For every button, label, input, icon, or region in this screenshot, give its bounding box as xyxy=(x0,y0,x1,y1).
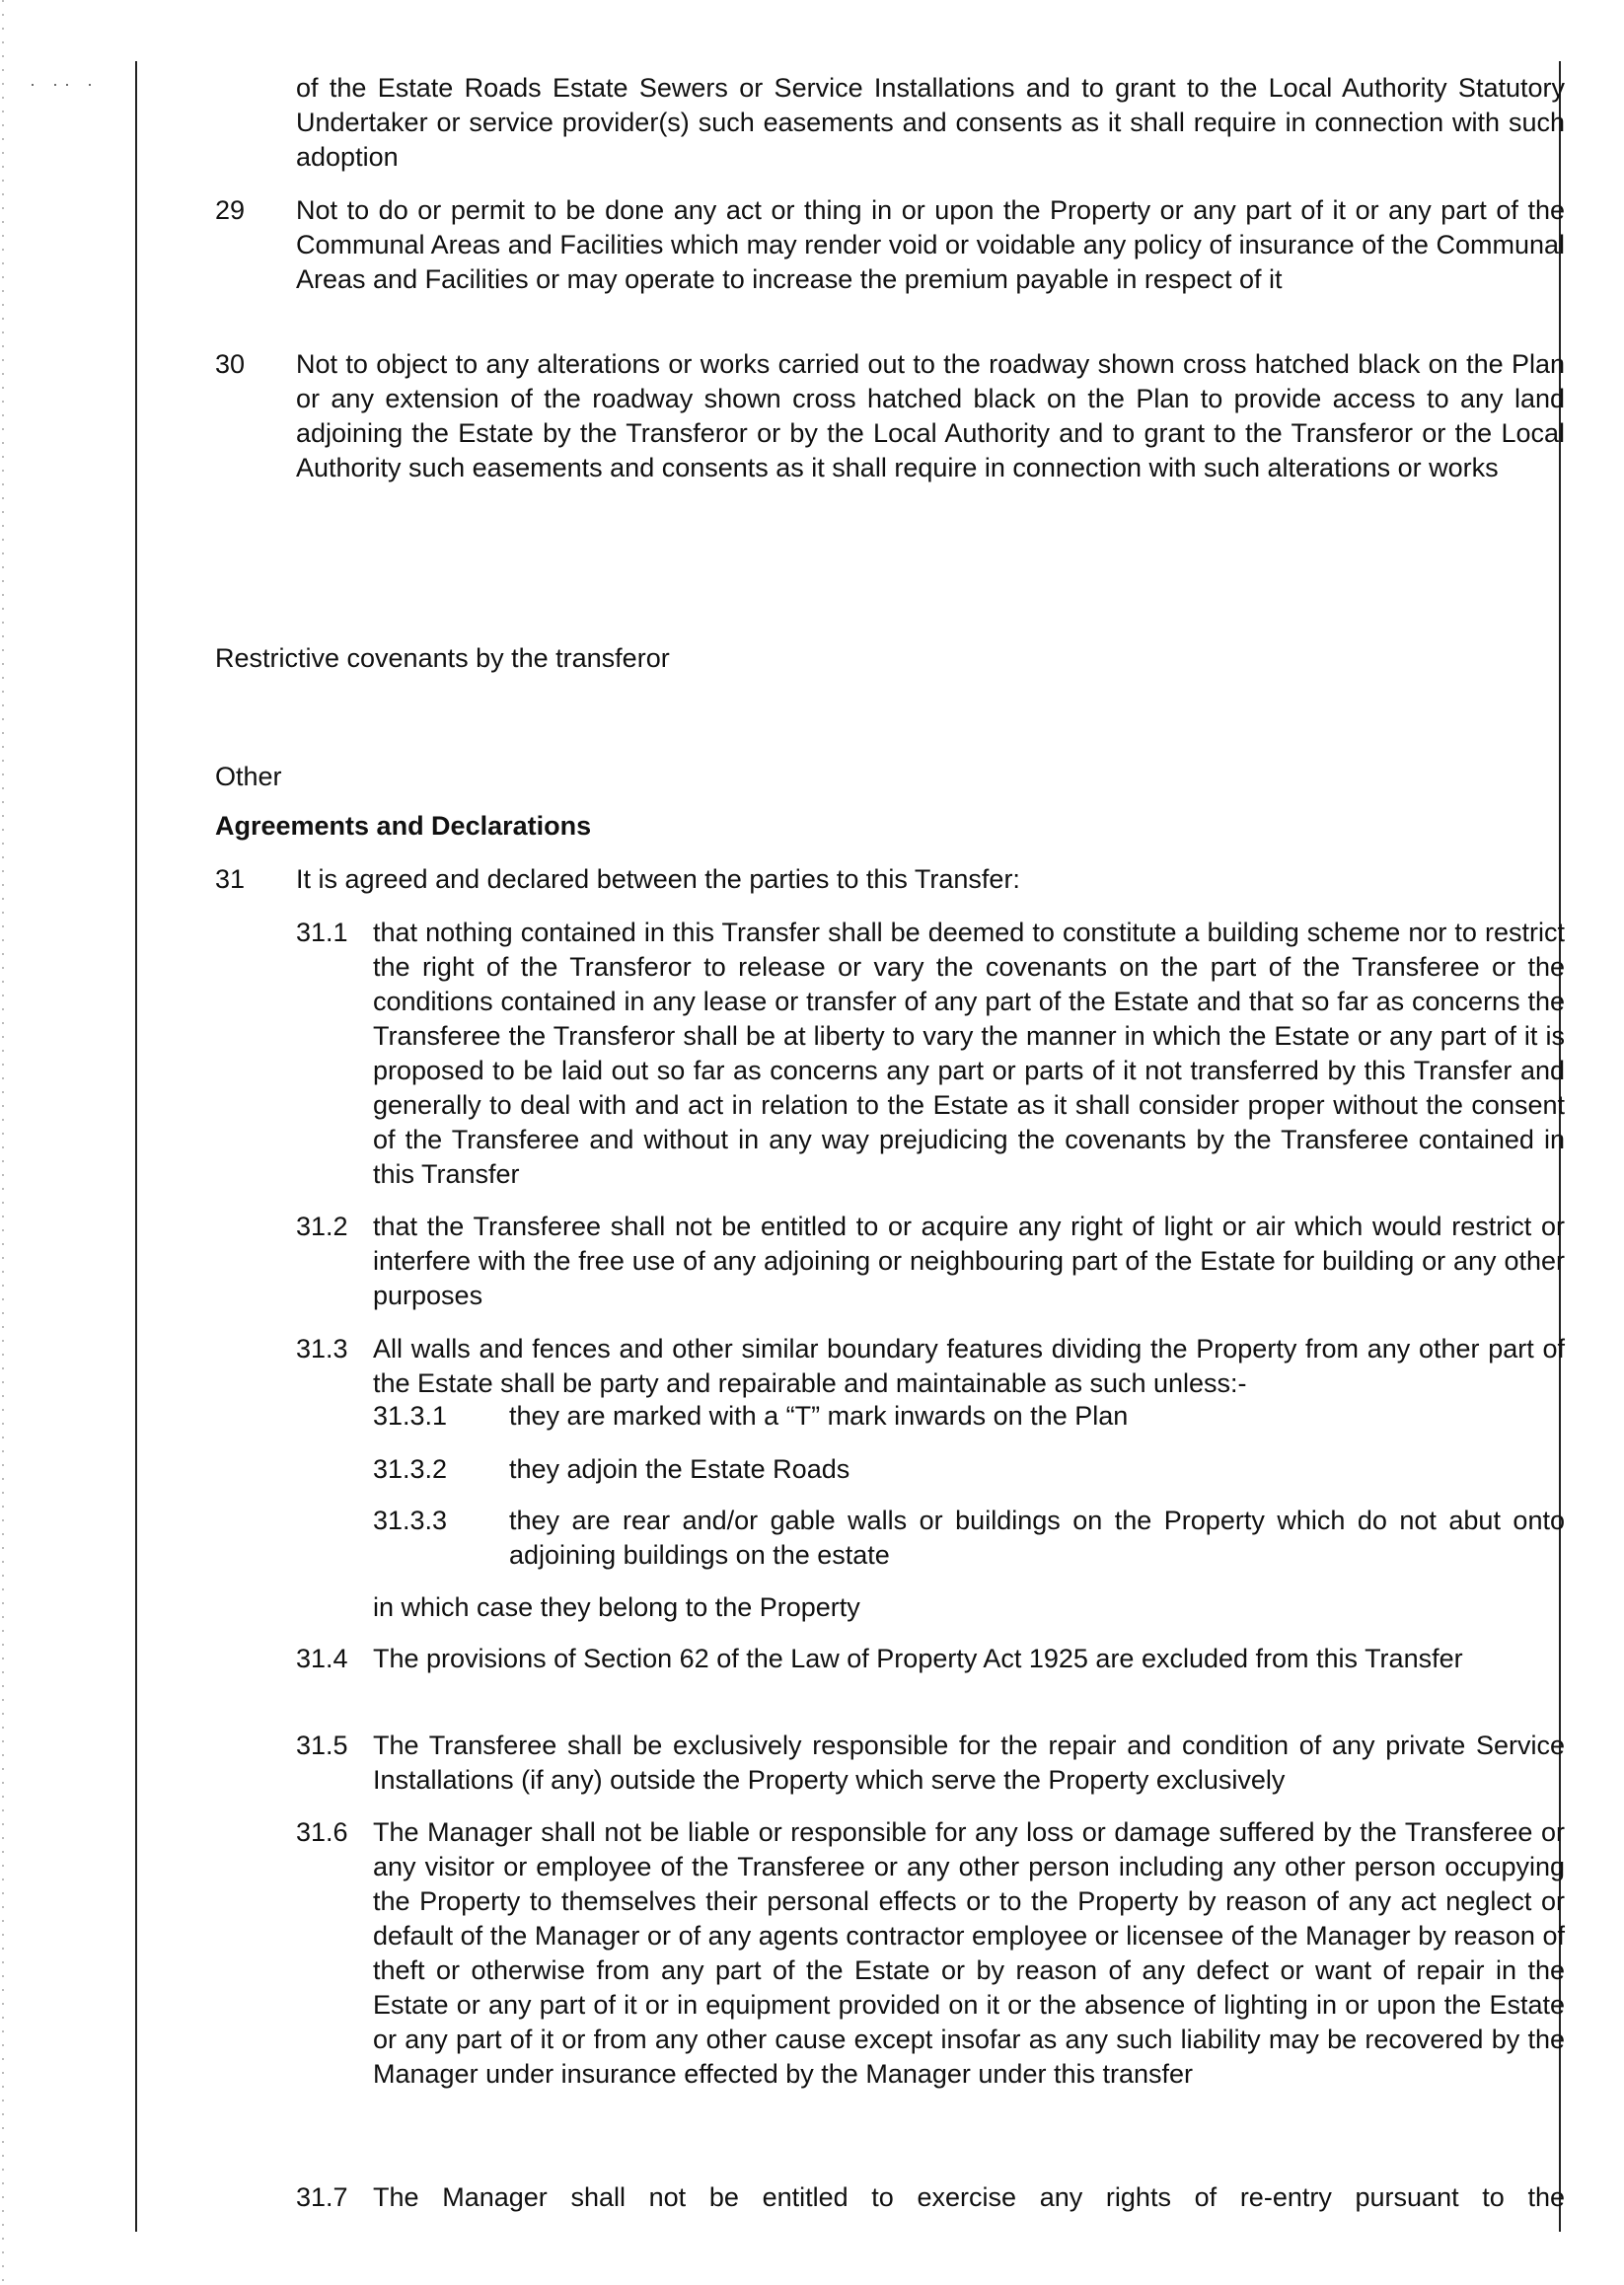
clause-28-continuation: of the Estate Roads Estate Sewers or Service Installations and to grant to the Local Authority Statutory Undertaker or service provider(s) such easements and consents as it shall require in connection with such adoption xyxy=(296,73,1565,172)
subclause-31-3-text: All walls and fences and other similar boundary features dividing the Property from any other part of the Estate shall be party and repairable and maintainable as such unless:- xyxy=(373,1334,1565,1398)
subclause-number: 31.6 xyxy=(296,1817,348,1847)
subclause-31-7-text: The Manager shall not be entitled to exercise any rights of re-entry pursuant to the xyxy=(373,2182,1565,2212)
subclause-31-4-text: The provisions of Section 62 of the Law of Property Act 1925 are excluded from this Transfer xyxy=(373,1644,1463,1673)
clause-30-text: Not to object to any alterations or works carried out to the roadway shown cross hatched black on the Plan or any extension of the roadway shown cross hatched black on the Plan to provide access to any land adjoining the Estate by the Transferor or by the Local Authority and to grant to the Transferor or the Local Authority such easements and consents as it shall require in connection with such alterations or works xyxy=(296,349,1565,482)
subclause-number: 31.3.3 xyxy=(373,1506,448,1535)
other-heading: Other xyxy=(215,762,282,791)
subclause-31-3-tail: in which case they belong to the Property xyxy=(373,1592,860,1622)
subclause-31-6-text: The Manager shall not be liable or responsible for any loss or damage suffered by the Transferee or any visitor or employee of the Transferee or any other person including any other person occupying the Property to themselves their personal effects or to the Property by reason of any act neglect or default of the Manager or of any agents contractor employee or licensee of the Manager by reason of theft or otherwise from any part of the Estate or by reason of any defect or want of repair in the Estate or any part of it or in equipment provided on it or the absence of lighting in or upon the Estate or any part of it or from any other cause except insofar as any such liability may be recovered by the Manager under insurance effected by the Manager under this transfer xyxy=(373,1817,1565,2089)
clause-number: 30 xyxy=(215,349,246,379)
subclause-number: 31.7 xyxy=(296,2182,348,2212)
clause-number: 31 xyxy=(215,864,246,894)
clause-31-intro: It is agreed and declared between the parties to this Transfer: xyxy=(296,864,1020,894)
subclause-number: 31.3.2 xyxy=(373,1454,448,1484)
subclause-number: 31.2 xyxy=(296,1212,348,1241)
agreements-declarations-heading: Agreements and Declarations xyxy=(215,811,592,841)
clause-number: 29 xyxy=(215,195,246,225)
subclause-31-3-3-text: they are rear and/or gable walls or buildings on the Property which do not abut onto adjoining buildings on the estate xyxy=(509,1506,1565,1570)
scan-specks: · ·· · xyxy=(30,74,99,94)
subclause-number: 31.1 xyxy=(296,918,348,947)
subclause-31-1-text: that nothing contained in this Transfer shall be deemed to constitute a building scheme nor to restrict the right of the Transferor to release or vary the covenants on the part of the Transferee or the conditions contained in any lease or transfer of any part of the Estate and that so far as concerns the Transferee the Transferor shall be at liberty to vary the manner in which the Estate or any part of it is proposed to be laid out so far as concerns any part or parts of it not transferred by this Transfer and generally to deal with and act in relation to the Estate as it shall consider proper without the consent of the Transferee and without in any way prejudicing the covenants by the Transferee contained in this Transfer xyxy=(373,918,1565,1189)
subclause-31-2-text: that the Transferee shall not be entitled to or acquire any right of light or air which would restrict or interfere with the free use of any adjoining or neighbouring part of the Estate for building or any other purposes xyxy=(373,1212,1565,1310)
subclause-number: 31.3.1 xyxy=(373,1401,448,1431)
subclause-31-3-1-text: they are marked with a “T” mark inwards on the Plan xyxy=(509,1401,1129,1431)
subclause-31-5-text: The Transferee shall be exclusively responsible for the repair and condition of any private Service Installations (if any) outside the Property which serve the Property exclusively xyxy=(373,1731,1565,1795)
subclause-31-3-2-text: they adjoin the Estate Roads xyxy=(509,1454,850,1484)
clause-29-text: Not to do or permit to be done any act or thing in or upon the Property or any part of it or any part of the Communal Areas and Facilities which may render void or voidable any policy of insurance of the Communal Areas and Facilities or may operate to increase the premium payable in respect of it xyxy=(296,195,1565,294)
scan-edge-marks xyxy=(2,0,4,2285)
left-margin-rule xyxy=(135,61,137,2232)
subclause-number: 31.5 xyxy=(296,1731,348,1760)
subclause-number: 31.4 xyxy=(296,1644,348,1673)
subclause-number: 31.3 xyxy=(296,1334,348,1364)
restrictive-covenants-heading: Restrictive covenants by the transferor xyxy=(215,643,670,673)
